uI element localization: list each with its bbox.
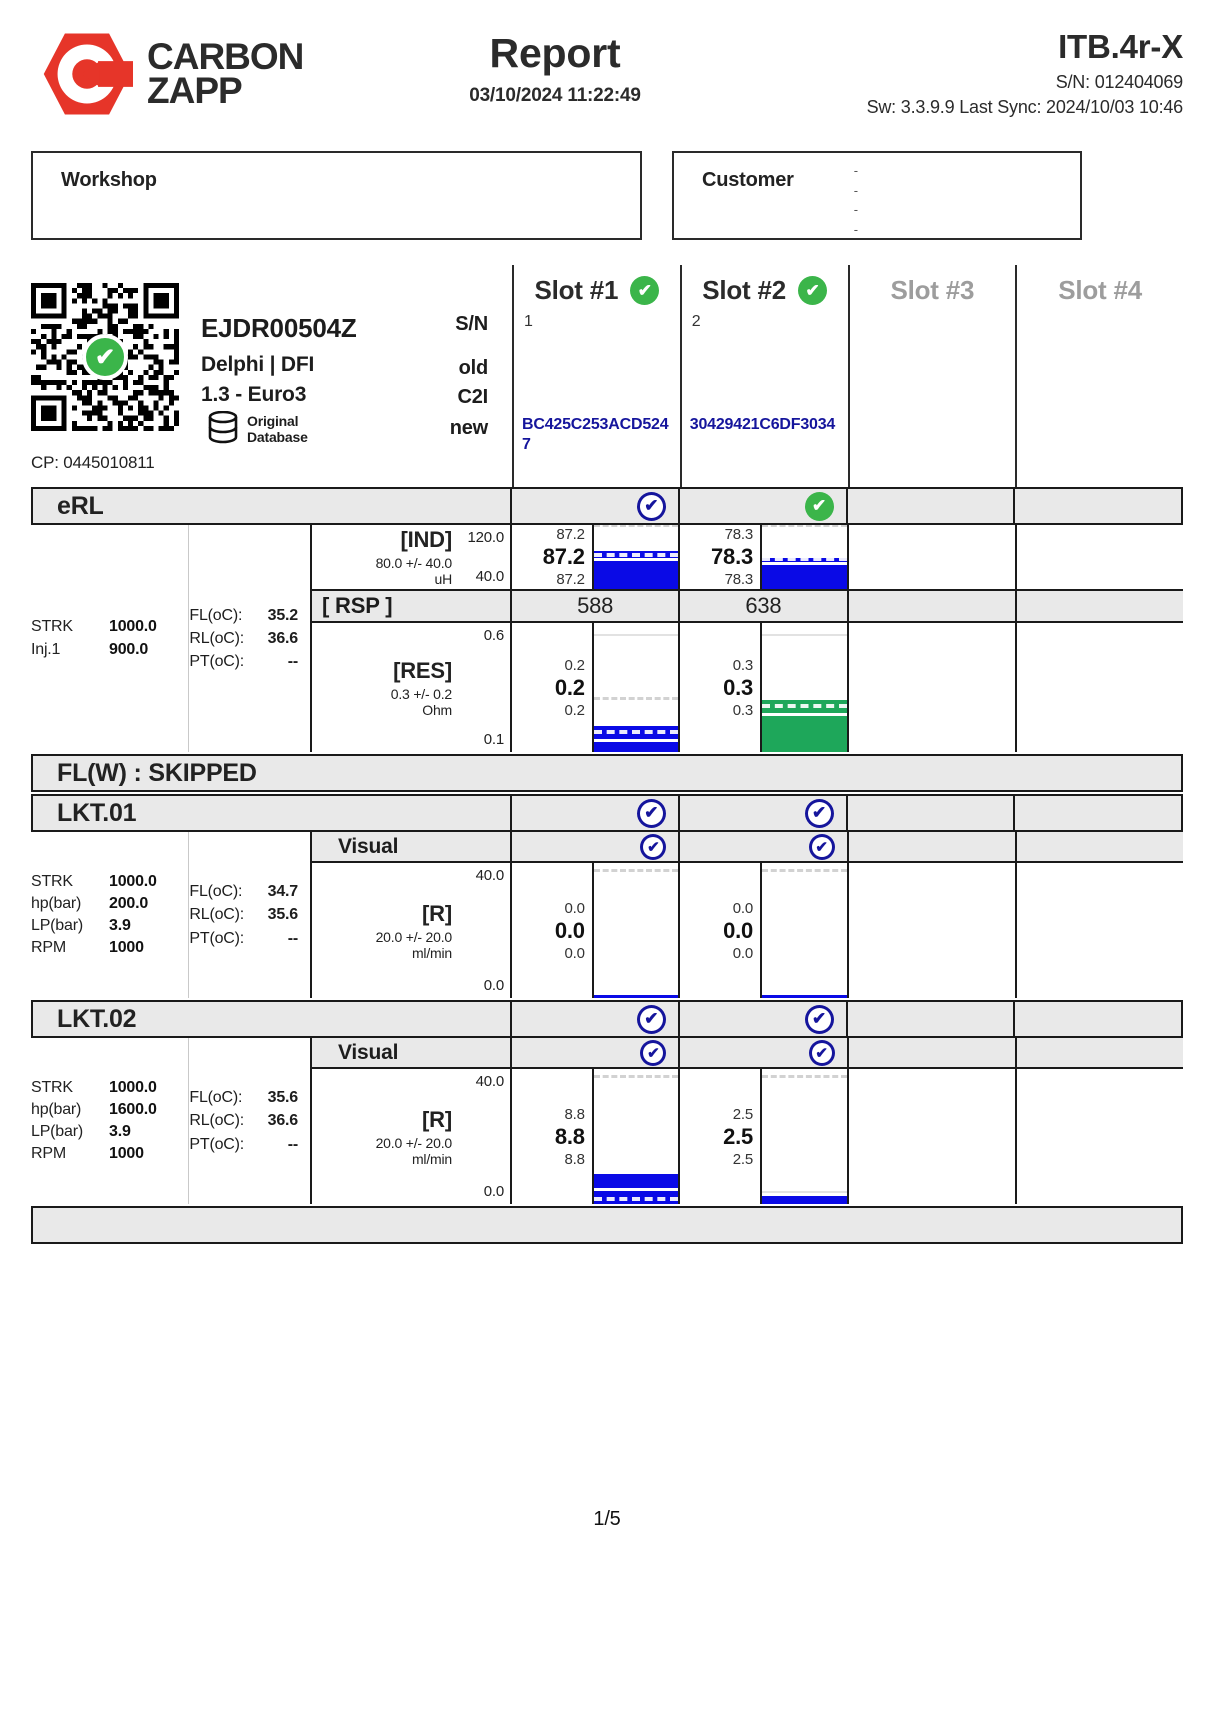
database-badge-label: Original Database xyxy=(247,412,308,445)
injector-info-row xyxy=(31,265,1183,487)
workshop-box xyxy=(31,151,642,240)
ind-slot-2-cell: 78.3 78.3 78.3 xyxy=(678,525,846,589)
lkt01-r-row xyxy=(312,863,1183,998)
section-lkt02-body xyxy=(31,1038,1183,1204)
page-header xyxy=(0,0,1214,140)
lkt01-r-slot-1-bar xyxy=(592,863,678,998)
erl-slot-2-check-icon: ✔ xyxy=(805,492,834,521)
section-lkt01-title: LKT.01 xyxy=(57,798,137,827)
erl-res-row xyxy=(312,621,1183,752)
slot-4-column xyxy=(1015,265,1183,487)
rsp-slot-2-value: 638 xyxy=(678,591,846,621)
ind-slot-2-bar xyxy=(760,525,846,589)
table-bottom-band xyxy=(31,1206,1183,1244)
lkt02-temperatures: FL(oC): 35.6 RL(oC): 36.6 PT(oC): -- xyxy=(189,1089,298,1153)
injector-code: EJDR00504Z xyxy=(201,313,357,343)
lkt01-slot-2-check-icon: ✔ xyxy=(805,799,834,828)
erl-slot-4-result xyxy=(1013,489,1181,523)
lkt01-r-slot-1-cell: 0.0 0.0 0.0 xyxy=(510,863,678,998)
res-slot-2-bar xyxy=(760,623,846,752)
device-model: ITB.4r-X xyxy=(1058,28,1183,65)
slot-2-column xyxy=(680,265,848,487)
section-flw-header xyxy=(31,754,1183,792)
brand-name xyxy=(147,35,304,111)
customer-box xyxy=(672,151,1082,240)
injector-series: 1.3 - Euro3 xyxy=(201,383,307,406)
slot-2-check-icon: ✔ xyxy=(798,276,827,305)
rsp-slot-1-value: 588 xyxy=(510,591,678,621)
section-flw-title: FL(W) : SKIPPED xyxy=(57,758,257,787)
erl-rsp-row xyxy=(312,589,1183,621)
report-title-block xyxy=(400,30,710,107)
slot-2-sn: 2 xyxy=(691,313,701,330)
slot-1-new-code: BC425C253ACD5247 xyxy=(522,416,669,453)
res-slot-1-cell: 0.2 0.2 0.2 xyxy=(510,623,678,752)
results-table xyxy=(31,265,1183,1244)
lkt02-params: STRK 1000.0 hp(bar) 1600.0 LP(bar) 3.9 RPM 1000 xyxy=(31,1038,189,1204)
lkt02-r-test-label: [R] 20.0 +/- 20.0 ml/min xyxy=(375,1106,452,1167)
lkt02-r-row xyxy=(312,1069,1183,1204)
product-area xyxy=(31,265,512,487)
section-erl-header xyxy=(31,487,1183,525)
lkt01-r-test-label: [R] 20.0 +/- 20.0 ml/min xyxy=(375,900,452,961)
lkt01-slot-1-result xyxy=(510,796,678,830)
lkt01-r-slot-2-bar xyxy=(760,863,846,998)
lkt01-slot-2-result xyxy=(678,796,846,830)
res-scale: 0.6 0.1 xyxy=(483,627,504,748)
slot-1-column xyxy=(512,265,680,487)
rsp-test-label: [ RSP ] xyxy=(322,593,393,618)
ind-slot-1-cell: 87.2 87.2 87.2 xyxy=(510,525,678,589)
report-datetime: 03/10/2024 11:22:49 xyxy=(469,85,641,106)
lkt02-slot-2-check-icon: ✔ xyxy=(805,1005,834,1034)
section-erl-body xyxy=(31,525,1183,752)
ind-test-label: [IND] 80.0 +/- 40.0 uH xyxy=(375,527,452,587)
lkt02-slot-1-result xyxy=(510,1002,678,1036)
customer-label: Customer xyxy=(702,169,794,191)
erl-params: STRK 1000.0 Inj.1 900.0 xyxy=(31,525,189,752)
brand-block xyxy=(41,28,303,120)
page-title: Report xyxy=(489,30,621,76)
workshop-label: Workshop xyxy=(61,169,157,191)
erl-slot-1-check-icon: ✔ xyxy=(637,492,666,521)
ind-slot-1-bar xyxy=(592,525,678,589)
field-label-c2i: C2I xyxy=(457,386,488,408)
customer-line: - xyxy=(853,182,858,198)
erl-temperatures: FL(oC): 35.2 RL(oC): 36.6 PT(oC): -- xyxy=(189,606,298,671)
section-lkt02-header xyxy=(31,1000,1183,1038)
slot-2-new-code: 30429421C6DF3034 xyxy=(689,416,836,433)
slot-3-label: Slot #3 xyxy=(890,275,975,305)
cp-number: CP: 0445010811 xyxy=(31,453,155,472)
brand-line2: ZAPP xyxy=(147,70,242,111)
lkt01-visual-slot-2-check-icon: ✔ xyxy=(809,834,835,860)
section-erl-title: eRL xyxy=(57,491,104,520)
section-lkt01-header xyxy=(31,794,1183,832)
lkt02-r-slot-1-cell: 8.8 8.8 8.8 xyxy=(510,1069,678,1204)
slot-1-label: Slot #1 xyxy=(534,275,619,305)
slot-3-column xyxy=(848,265,1016,487)
device-serial: S/N: 012404069 xyxy=(1055,72,1183,92)
lkt01-temperatures: FL(oC): 34.7 RL(oC): 35.6 PT(oC): -- xyxy=(189,883,298,947)
slot-1-check-icon: ✔ xyxy=(630,276,659,305)
database-icon xyxy=(207,411,239,447)
customer-line: - xyxy=(853,221,858,237)
slot-4-label: Slot #4 xyxy=(1058,275,1143,305)
customer-placeholder-lines xyxy=(854,163,858,238)
lkt01-visual-label: Visual xyxy=(338,834,399,858)
lkt01-params: STRK 1000.0 hp(bar) 200.0 LP(bar) 3.9 RPM 1000 xyxy=(31,832,189,998)
lkt02-visual-row xyxy=(312,1038,1183,1069)
lkt02-visual-slot-2-check-icon: ✔ xyxy=(809,1040,835,1066)
customer-line: - xyxy=(853,202,858,218)
section-lkt01-body xyxy=(31,832,1183,998)
device-info-block xyxy=(867,28,1183,118)
field-label-sn: S/N xyxy=(455,313,488,335)
page-number: 1/5 xyxy=(593,1508,621,1530)
database-badge xyxy=(207,411,308,447)
erl-ind-row xyxy=(312,525,1183,589)
injector-brand: Delphi | DFI xyxy=(201,353,315,376)
ind-scale: 120.0 40.0 xyxy=(467,529,504,585)
lkt02-slot-1-check-icon: ✔ xyxy=(637,1005,666,1034)
lkt02-slot-2-result xyxy=(678,1002,846,1036)
lkt01-visual-row xyxy=(312,832,1183,863)
brand-line1: CARBON xyxy=(147,35,304,77)
res-slot-2-cell: 0.3 0.3 0.3 xyxy=(678,623,846,752)
lkt01-slot-1-check-icon: ✔ xyxy=(637,799,666,828)
erl-slot-2-result xyxy=(678,489,846,523)
res-slot-1-bar xyxy=(592,623,678,752)
lkt02-visual-slot-1-check-icon: ✔ xyxy=(640,1040,666,1066)
lkt01-visual-slot-1-check-icon: ✔ xyxy=(640,834,666,860)
erl-slot-1-result xyxy=(510,489,678,523)
field-label-old: old xyxy=(458,357,488,379)
device-sw-sync: Sw: 3.3.9.9 Last Sync: 2024/10/03 10:46 xyxy=(866,97,1183,117)
qr-code xyxy=(31,283,179,431)
qr-verified-check-icon: ✔ xyxy=(82,334,128,380)
field-label-new: new xyxy=(449,417,488,439)
lkt02-visual-label: Visual xyxy=(338,1040,399,1064)
lkt02-r-slot-1-bar xyxy=(592,1069,678,1204)
customer-line: - xyxy=(853,163,858,178)
carbon-zapp-logo-icon xyxy=(41,28,133,120)
lkt02-r-slot-2-cell: 2.5 2.5 2.5 xyxy=(678,1069,846,1204)
lkt02-r-slot-2-bar xyxy=(760,1069,846,1204)
slot-1-sn: 1 xyxy=(524,313,533,330)
slot-2-label: Slot #2 xyxy=(702,275,787,305)
lkt02-r-scale: 40.0 0.0 xyxy=(475,1073,504,1200)
lkt01-r-scale: 40.0 0.0 xyxy=(475,867,504,994)
lkt01-r-slot-2-cell: 0.0 0.0 0.0 xyxy=(678,863,846,998)
erl-slot-3-result xyxy=(846,489,1014,523)
section-lkt02-title: LKT.02 xyxy=(57,1004,137,1033)
res-test-label: [RES] 0.3 +/- 0.2 Ohm xyxy=(390,657,452,718)
